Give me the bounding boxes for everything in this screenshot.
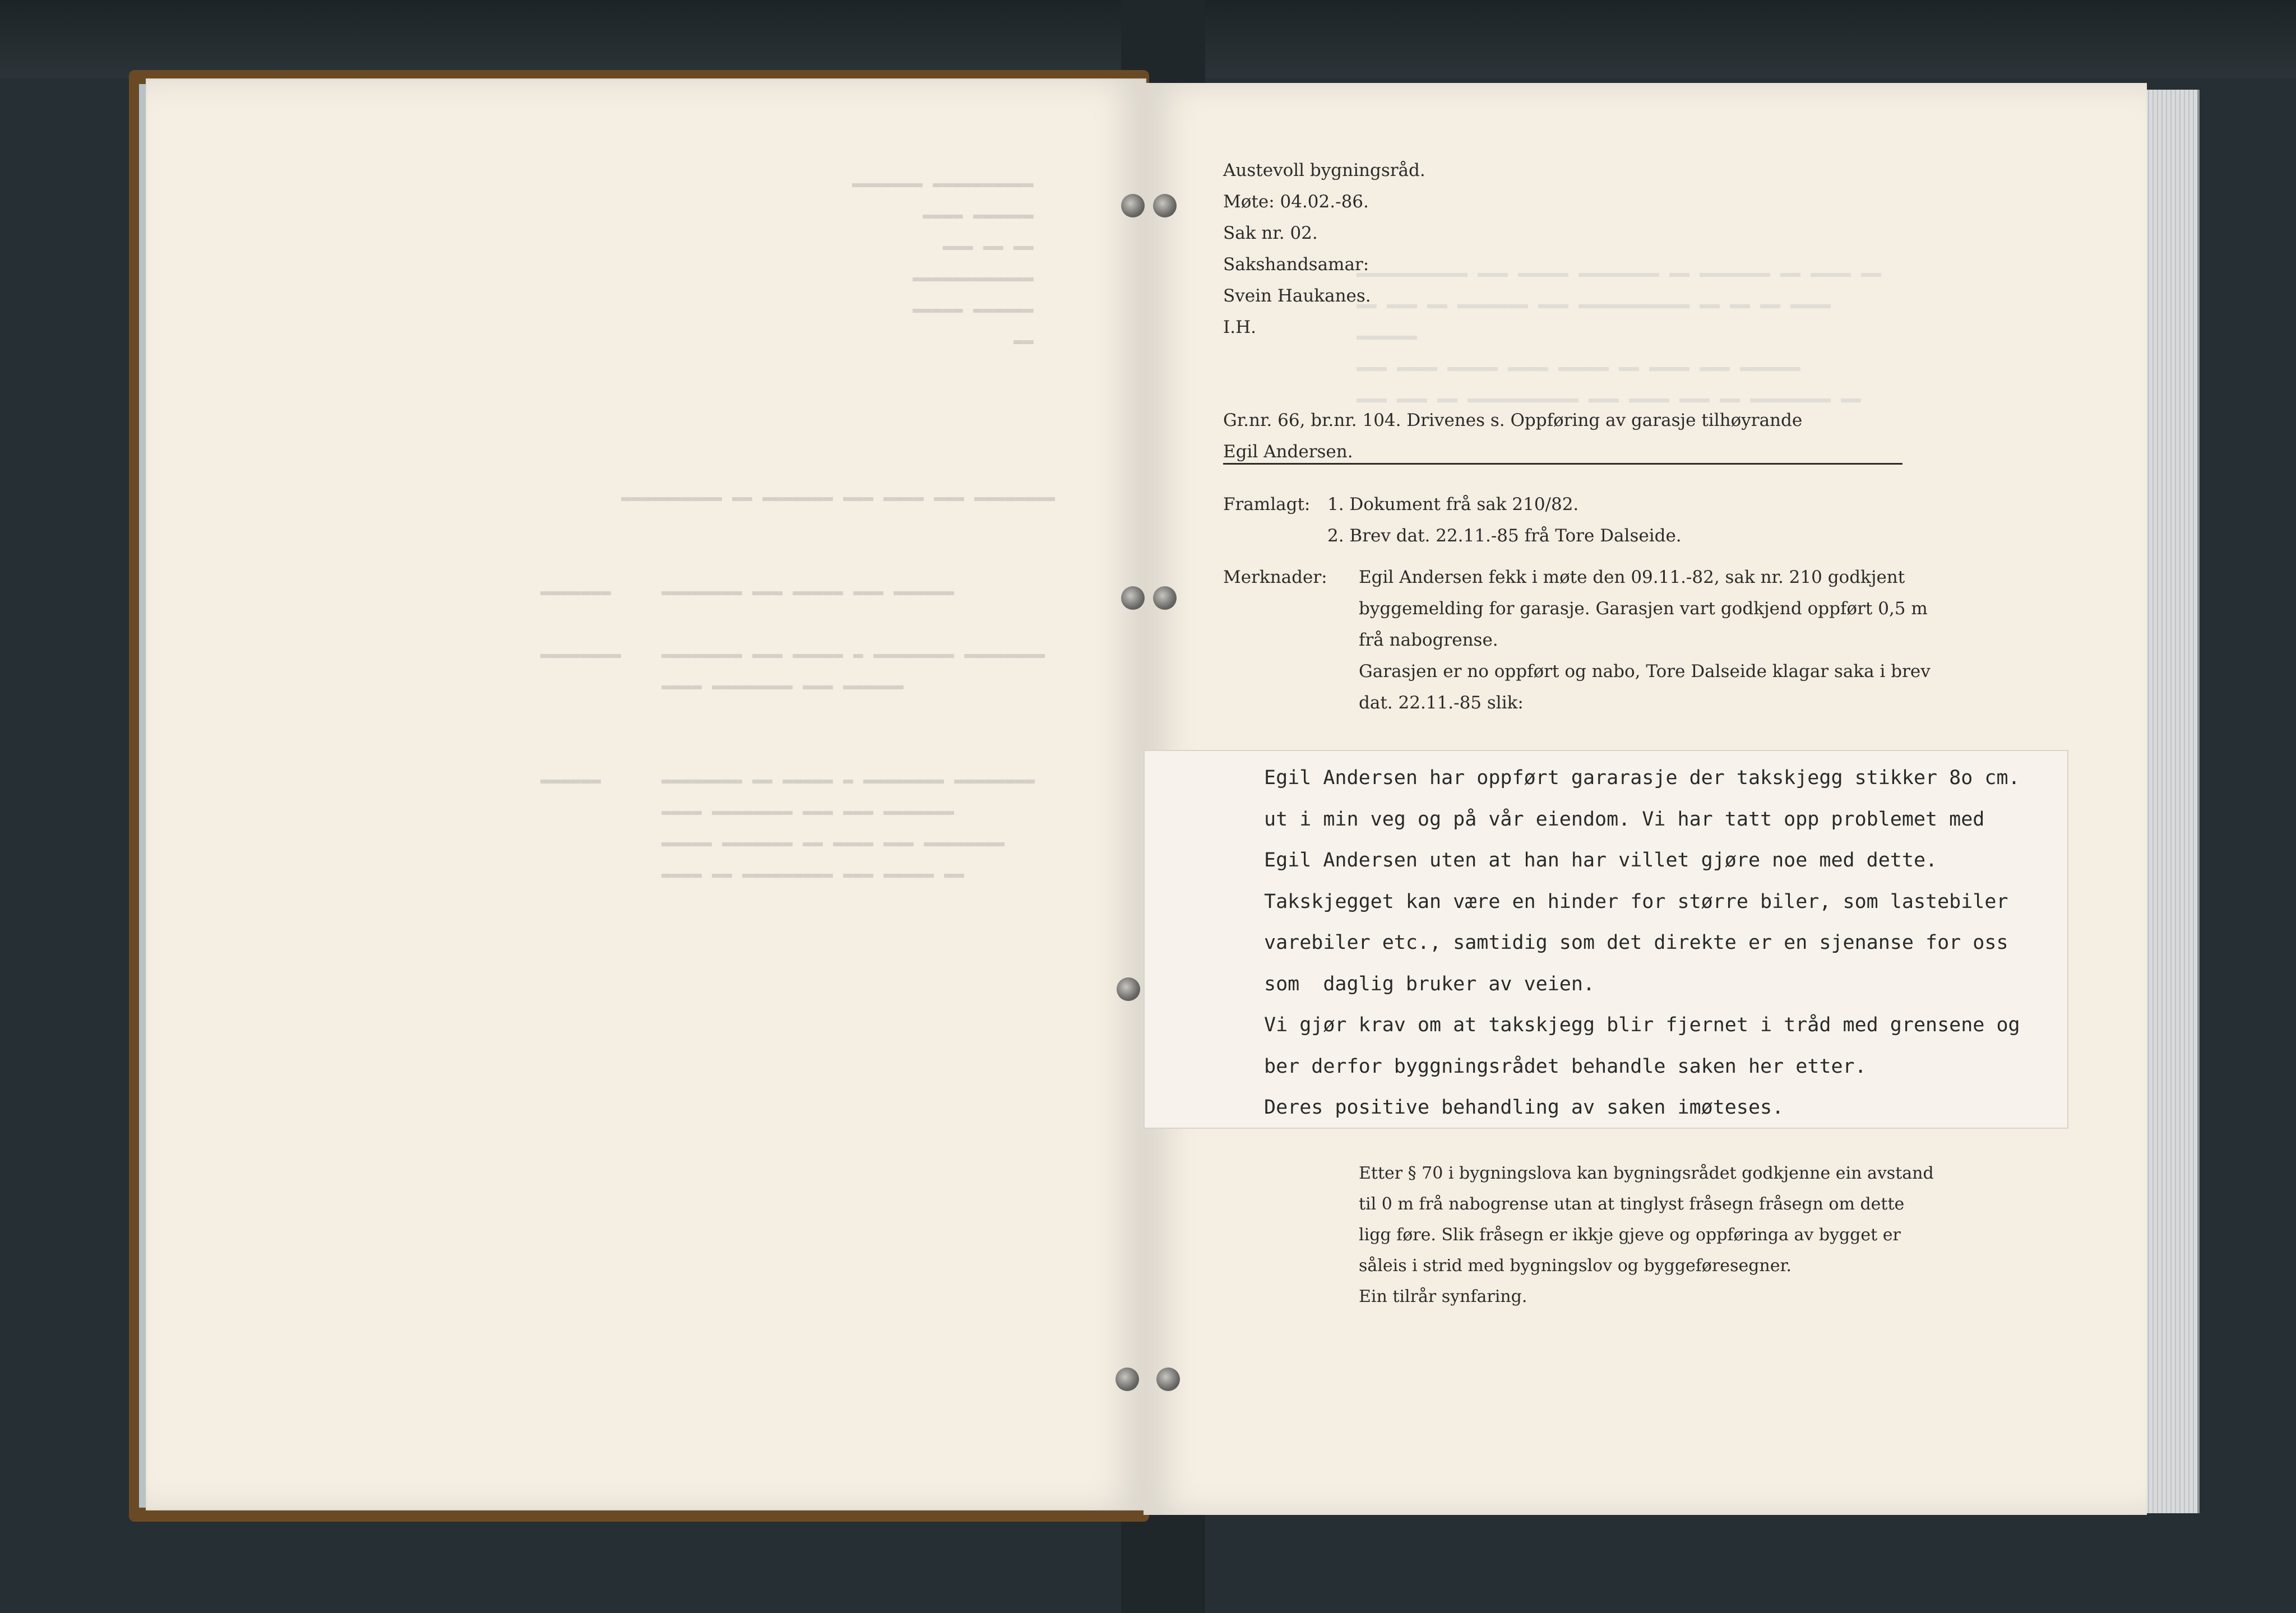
document-header [1223, 155, 1425, 343]
letter-line: ber derfor byggningsrådet behandle saken her etter. [1264, 1055, 1867, 1078]
framlagt-item: 2. Brev dat. 22.11.-85 frå Tore Dalseide. [1327, 526, 1682, 546]
framlagt-list [1327, 489, 1682, 551]
letter-line: Egil Andersen har oppført gararasje der takskjegg stikker 8o cm. [1264, 767, 2020, 789]
binding-hole [1115, 1368, 1139, 1391]
conclusion-line: Etter § 70 i bygningslova kan bygningsrådet godkjenne ein avstand [1359, 1164, 1934, 1183]
merknader-line: Egil Andersen fekk i møte den 09.11.-82, sak nr. 210 godkjent [1359, 567, 1905, 587]
conclusion-line: til 0 m frå nabogrense utan at tinglyst fråsegn fråsegn om dette [1359, 1194, 1905, 1214]
case-title-line: Gr.nr. 66, br.nr. 104. Drivenes s. Oppføring av garasje tilhøyrande [1223, 410, 1803, 430]
letter-text [1264, 758, 2020, 1129]
header-line: Sak nr. 02. [1223, 223, 1318, 243]
merknader-line: Garasjen er no oppført og nabo, Tore Dalseide klagar saka i brev [1359, 661, 1931, 682]
framlagt-item: 1. Dokument frå sak 210/82. [1327, 494, 1579, 515]
merknader-line: dat. 22.11.-85 slik: [1359, 693, 1524, 713]
header-line: Sakshandsamar: [1223, 254, 1369, 275]
merknader-line: frå nabogrense. [1359, 630, 1498, 650]
binding-hole [1117, 977, 1140, 1001]
binding-hole [1121, 194, 1145, 217]
letter-line: Vi gjør krav om at takskjegg blir fjernet i tråd med grensene og [1264, 1014, 2020, 1036]
case-title-line: Egil Andersen. [1223, 442, 1353, 462]
conclusion-line: Ein tilrår synfaring. [1359, 1287, 1527, 1306]
letter-line: ut i min veg og på vår eiendom. Vi har tatt opp problemet med [1264, 808, 1985, 831]
merknader-label: Merknader: [1223, 567, 1327, 587]
header-line: Møte: 04.02.-86. [1223, 192, 1369, 212]
case-title-underline [1223, 463, 1902, 465]
header-line: Austevoll bygningsråd. [1223, 160, 1425, 180]
bleed-through-body: ▬▬▬▬▬▬▬▬▬▬ ▬▬ ▬▬▬▬▬▬▬ ▬▬▬ ▬▬▬▬ ▬▬▬ ▬▬▬▬▬▬▬▬ ▬▬▬▬▬▬▬ ▬▬▬▬▬▬▬▬ ▬▬▬ ▬▬▬▬▬ ▬▬▬ ▬▬▬▬▬▬ ▬▬▬▬▬▬▬▬ ▬▬▬▬▬▬▬▬ ▬▬▬ ▬▬▬▬▬ ▬ ▬▬▬▬▬▬▬▬ ▬▬▬▬▬▬▬▬ ▬▬▬▬ ▬▬▬▬▬▬▬▬ ▬▬▬ ▬▬▬▬▬▬ ▬▬▬▬▬▬ ▬▬▬▬▬▬▬▬ ▬▬ ▬▬▬▬▬ ▬ ▬▬▬▬▬▬▬▬ ▬▬▬▬▬▬▬▬ ▬▬▬▬ ▬▬▬▬▬▬▬▬ ▬▬▬ ▬▬▬ ▬▬▬▬▬▬▬ ▬▬▬▬▬ ▬▬▬▬▬▬▬ ▬▬ ▬▬▬▬ ▬▬▬ ▬▬▬▬▬▬▬▬ ▬▬▬▬ ▬▬ ▬▬▬▬▬▬▬▬▬ ▬▬▬ ▬▬▬▬▬ ▬▬ [540, 488, 1056, 884]
binding-hole [1153, 194, 1177, 217]
conclusion-line: såleis i strid med bygningslov og byggeføresegner. [1359, 1256, 1792, 1276]
header-line: Svein Haukanes. [1223, 286, 1371, 306]
conclusion-line: ligg føre. Slik fråsegn er ikkje gjeve og oppføringa av bygget er [1359, 1225, 1901, 1245]
binding-hole [1121, 586, 1145, 610]
binding-hole [1156, 1368, 1180, 1391]
bleed-through-right: ▬▬▬▬▬▬▬▬▬▬▬ ▬▬▬ ▬▬▬▬▬ ▬▬▬▬▬▬▬▬ ▬▬ ▬▬▬▬▬▬▬ ▬▬ ▬▬▬▬ ▬▬ ▬▬ ▬▬▬ ▬▬ ▬▬▬▬▬▬▬ ▬▬▬ ▬▬▬▬▬▬▬▬▬▬▬ ▬▬ ▬▬ ▬▬ ▬▬▬▬ ▬▬▬▬▬▬ ▬▬▬ ▬▬▬▬ ▬▬▬▬▬ ▬▬▬▬ ▬▬▬▬▬ ▬▬ ▬▬▬▬ ▬▬▬ ▬▬▬▬▬▬ ▬▬▬ ▬▬▬ ▬▬ ▬▬▬▬▬▬▬▬▬▬▬ ▬▬▬ ▬▬▬▬ ▬▬▬ ▬▬ ▬▬▬▬▬▬▬▬ ▬▬ [1357, 264, 1882, 409]
binding-hole [1153, 586, 1177, 610]
conclusion-text [1359, 1158, 1934, 1312]
framlagt-label: Framlagt: [1223, 494, 1311, 515]
letter-line: Deres positive behandling av saken imøteses. [1264, 1096, 1784, 1119]
merknader-line: byggemelding for garasje. Garasjen vart godkjend oppført 0,5 m [1359, 599, 1928, 619]
letter-line: varebiler etc., samtidig som det direkte er en sjenanse for oss [1264, 931, 2008, 954]
header-line: I.H. [1223, 317, 1256, 337]
case-title [1223, 405, 1802, 467]
bleed-through-header: ▬▬▬▬▬▬▬ ▬▬▬▬▬▬▬▬▬▬ ▬▬▬▬ ▬▬▬▬▬▬ ▬▬▬ ▬▬ ▬▬ ▬▬▬▬▬▬▬▬▬▬▬▬ ▬▬▬▬▬ ▬▬▬▬▬▬ ▬▬ [852, 174, 1034, 350]
letter-line: Egil Andersen uten at han har villet gjøre noe med dette. [1264, 849, 1938, 872]
letter-line: som daglig bruker av veien. [1264, 972, 1595, 995]
merknader-text [1359, 562, 1931, 719]
letter-line: Takskjegget kan være en hinder for større biler, som lastebiler [1264, 890, 2008, 913]
